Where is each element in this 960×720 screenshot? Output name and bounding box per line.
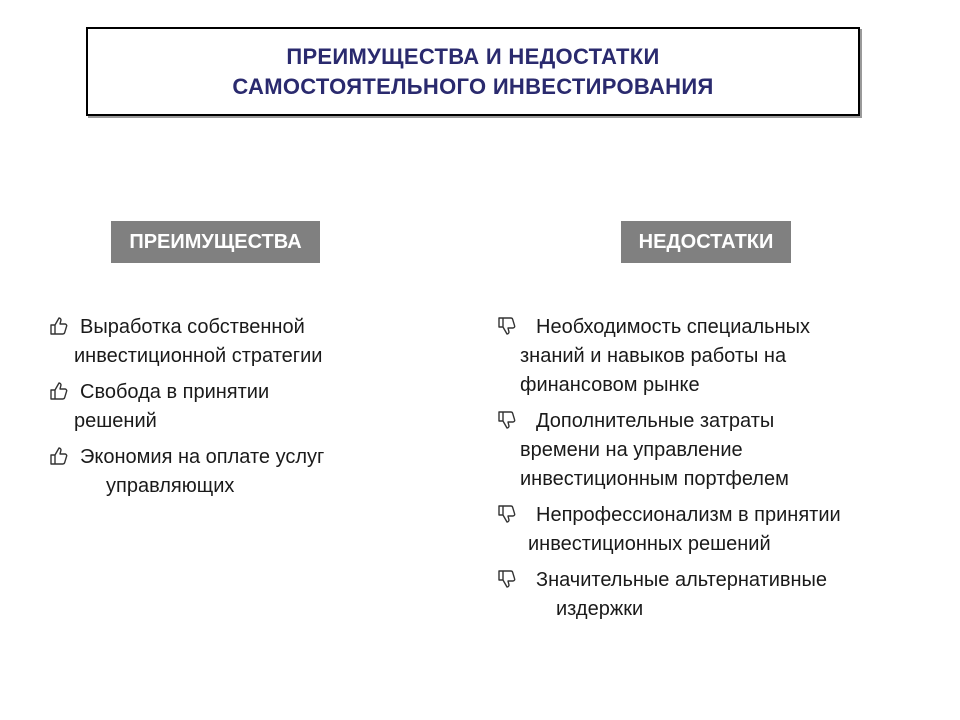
- title-line-1: ПРЕИМУЩЕСТВА И НЕДОСТАТКИ: [286, 43, 660, 69]
- disadvantage-line: времени на управление: [520, 439, 743, 461]
- thumbs-up-icon: [48, 445, 68, 467]
- disadvantages-list: [496, 313, 916, 631]
- thumbs-up-icon: [48, 315, 68, 337]
- title-box: [86, 27, 860, 116]
- advantage-line: решений: [74, 410, 157, 432]
- advantages-list: [48, 313, 428, 508]
- disadvantages-header: НЕДОСТАТКИ: [621, 221, 791, 263]
- thumbs-down-icon: [496, 409, 516, 431]
- advantage-item: [48, 443, 428, 501]
- disadvantage-item: [496, 566, 916, 624]
- disadvantage-item: [496, 407, 916, 494]
- advantage-line: инвестиционной стратегии: [74, 345, 323, 367]
- disadvantage-line: Дополнительные затраты: [536, 410, 775, 432]
- disadvantage-item: [496, 501, 916, 559]
- disadvantage-line: знаний и навыков работы на: [520, 345, 787, 367]
- disadvantage-line: Непрофессионализм в принятии: [536, 504, 841, 526]
- advantage-line: Выработка собственной: [80, 316, 305, 338]
- disadvantage-line: инвестиционных решений: [528, 533, 771, 555]
- disadvantage-item: [496, 313, 916, 400]
- thumbs-up-icon: [48, 380, 68, 402]
- thumbs-down-icon: [496, 503, 516, 525]
- disadvantage-line: Значительные альтернативные: [536, 569, 828, 591]
- thumbs-down-icon: [496, 568, 516, 590]
- disadvantage-line: инвестиционным портфелем: [520, 468, 789, 490]
- advantage-line: управляющих: [106, 475, 235, 497]
- thumbs-down-icon: [496, 315, 516, 337]
- disadvantage-line: Необходимость специальных: [536, 316, 811, 338]
- disadvantage-line: финансовом рынке: [520, 374, 700, 396]
- disadvantage-line: издержки: [556, 598, 644, 620]
- advantages-header: ПРЕИМУЩЕСТВА: [111, 221, 320, 263]
- advantage-line: Свобода в принятии: [80, 381, 270, 403]
- advantage-line: Экономия на оплате услуг: [80, 446, 325, 468]
- title-line-2: САМОСТОЯТЕЛЬНОГО ИНВЕСТИРОВАНИЯ: [232, 73, 714, 99]
- advantage-item: [48, 313, 428, 371]
- advantage-item: [48, 378, 428, 436]
